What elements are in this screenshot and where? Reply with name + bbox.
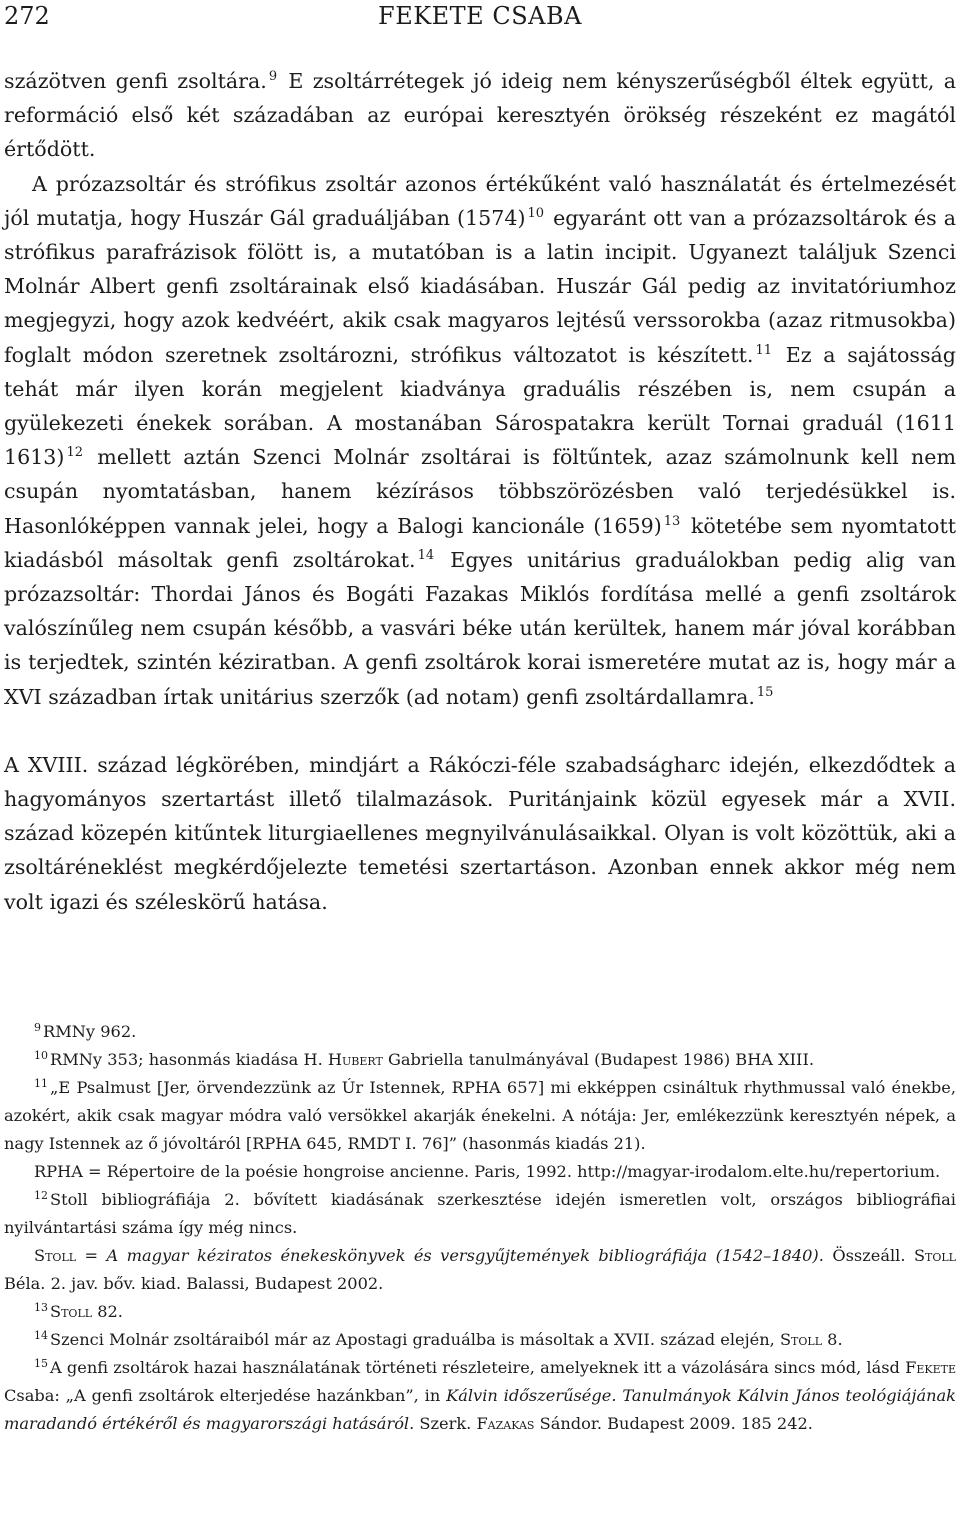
footnote-10 [4,1046,956,1074]
footnote-text: RMNy 962. [43,1022,137,1041]
author-name: Stoll [50,1302,93,1321]
text-run: kötetébe sem nyomtatott kiadásból másoltak genfi zsoltárokat. [4,513,956,572]
page-header [0,0,960,40]
footnote-ref: 10 [527,205,545,221]
footnote-text: Szerk. [414,1414,477,1433]
author-name: Fekete [905,1358,956,1377]
footnote-text: Béla. 2. jav. bőv. kiad. Balassi, Budapest 2002. [4,1274,384,1293]
text-run: százötven genfi zsoltára. [4,69,267,93]
author-name: Fazakas [476,1414,535,1433]
footnote-11 [4,1074,956,1158]
footnote-ref: 9 [268,69,278,84]
footnote-number: 15 [34,1357,48,1370]
footnote-text: „E Psalmust [Jer, örvendezzünk az Úr Istennek, RPHA 657] mi ekképpen csináltuk rhythmussal való énekbe, azokért, akik csak magyar módra való versökkel akarják énekelni. A nótája: Jer, emlékezzünk keresztyén népek, a nagy Istennek az ő jóvoltáról [RPHA 645, RMDT I. 76]” (hasonmás kiadás 21). [4,1078,956,1153]
author-name: Stoll [34,1246,77,1265]
footnote-text: 82. [92,1302,123,1321]
footnote-rpha: RPHA = Répertoire de la poésie hongroise ancienne. Paris, 1992. http://magyar-irodalom.elte.hu/repertorium. [34,1162,941,1181]
footnote-ref: 15 [756,684,774,700]
footnote-number: 13 [34,1301,48,1314]
footnote-number: 9 [34,1021,41,1034]
footnote-text: Stoll bibliográfiája 2. bővített kiadásának szerkesztése idején ismeretlen volt, országos bibliográfiai nyilvántartási száma így még nincs. [4,1190,956,1237]
text-run: egyaránt ott van a prózazsoltárok és a strófikus parafrázisok fölött is, a mutatóban is a latin incipit. Ugyanezt találjuk Szenci Molnár Albert genfi zsoltárainak első kiadásában. Huszár Gál pedig az invitatóriumhoz megjegyzi, hogy azok kedvéért, akik csak magyaros lejtésű verssorokba (azaz ritmusokba) foglalt módon szeretnek zsoltározni, strófikus változatot is készített. [4,205,956,367]
paragraph-2 [4,167,956,714]
footnote-12 [4,1186,956,1242]
text-run: Ez a sajátosság tehát már ilyen korán megjelent kiadványa graduális részében is, nem csupán a gyülekezeti énekek sorában. A mostanában Sárospatakra került Tornai graduál (1611 1613) [4,342,956,470]
footnote-ref: 14 [417,547,435,563]
footnote-text: RMNy 353; hasonmás kiadása H. [50,1050,328,1069]
footnote-ref: 13 [663,513,681,529]
text-run: mellett aztán Szenci Molnár zsoltárai is föltűntek, azaz számolnunk kell nem csupán nyomtatásban, hanem kézírásos többszörözésben való terjedésükkel is. Hasonlóképpen vannak jelei, hogy a Balogi kancionále (1659) [4,445,956,538]
author-name: Stoll [779,1330,823,1349]
footnote-ref: 12 [66,445,83,461]
footnote-text: A genfi zsoltárok hazai használatának történeti részleteire, amelyeknek itt a vázolására sincs mód, lásd [50,1358,906,1377]
footnote-number: 11 [34,1077,48,1090]
footnote-text: = [76,1246,107,1265]
paragraph-3: A XVIII. század légkörében, mindjárt a Rákóczi-féle szabadságharc idején, elkezdődtek a hagyományos szertartást illető tilalmazások. Puritánjaink közül egyesek már a XVII. század közepén kitűntek liturgiaellenes megnyilvánulásaikkal. Olyan is volt közöttük, aki a zsoltáréneklést megkérdőjelezte temetési szertartáson. Azonban ennek akkor még nem volt igazi és széleskörű hatása. [4,752,956,914]
book-title: A magyar kéziratos énekeskönyvek és versgyűjtemények bibliográfiája (1542–1840). [106,1246,824,1265]
running-head: FEKETE CSABA [378,2,582,30]
footnote-13 [4,1298,956,1326]
footnote-stoll [4,1242,956,1298]
footnote-ref: 11 [755,342,773,358]
footnote-number: 10 [34,1049,48,1062]
footnote-number: 14 [34,1329,48,1342]
text-run: E zsoltárrétegek jó ideig nem kényszerűségből éltek együtt, a reformáció első két századában az európai keresztyén örökség részeként ez magától értődött. [4,69,956,162]
book-title: Kálvin időszerűsége. Tanulmányok Kálvin János teológiájának maradandó értékéről és magyarországi hatásáról. [4,1386,956,1433]
author-name: Stoll [913,1246,956,1265]
footnote-15 [4,1354,956,1438]
paragraph-1 [4,64,956,167]
author-name: Hubert [327,1050,383,1069]
page-number: 272 [4,2,50,30]
footnote-text: Gabriella tanulmányával (Budapest 1986) BHA XIII. [382,1050,814,1069]
text-run: Egyes unitárius graduálokban pedig alig van prózazsoltár: Thordai János és Bogáti Fazakas Miklós fordítása mellé a genfi zsoltárok valószínűleg nem csupán később, a vasvári béke után kerültek, hanem már jóval korábban is terjedtek, szintén kéziratban. A genfi zsoltárok korai ismeretére mutat az is, hogy már a XVI században írtak unitárius szerzők (ad notam) genfi zsoltárdallamra. [4,547,956,709]
footnote-text: Csaba: „A genfi zsoltárok elterjedése hazánkban”, in [4,1386,447,1405]
footnote-text: Sándor. Budapest 2009. 185 242. [534,1414,813,1433]
footnote-text: 8. [822,1330,843,1349]
footnote-9 [4,1018,956,1046]
footnote-14 [4,1326,956,1354]
footnote-text: Szenci Molnár zsoltáraiból már az Apostagi graduálba is másoltak a XVII. század elején, [50,1330,780,1349]
text-run: A prózazsoltár és strófikus zsoltár azonos értékűként való használatát és értelmezését jól mutatja, hogy Huszár Gál graduáljában (1574) [4,171,956,230]
footnote-text: Összeáll. [823,1246,914,1265]
main-text [4,64,956,919]
footnote-number: 12 [34,1189,48,1202]
footnotes [4,1018,956,1438]
